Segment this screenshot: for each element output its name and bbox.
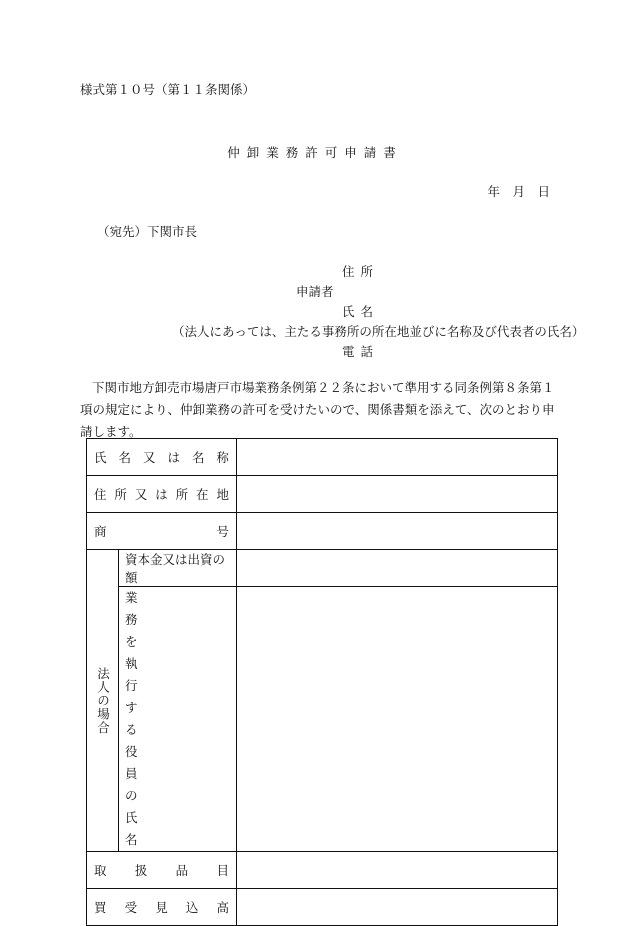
applicant-address-label: 住所	[342, 264, 380, 279]
name-field[interactable]	[237, 439, 558, 476]
corporate-label-cell	[87, 550, 119, 852]
purchase-label: 買 受 見 込 高	[94, 900, 229, 915]
address-label: 住 所 又 は 所 在 地	[94, 487, 229, 502]
items-label: 取 扱 品 目	[94, 863, 229, 878]
capital-label: 資本金又は出資の額	[125, 552, 226, 585]
table-row	[87, 513, 558, 550]
date-line: 年 月 日	[487, 184, 550, 199]
officers-label	[119, 587, 236, 851]
address-field[interactable]	[237, 476, 558, 513]
applicant-phone-label: 電話	[342, 344, 380, 359]
capital-label-cell	[119, 550, 237, 587]
name-label-cell	[87, 439, 237, 476]
capital-field[interactable]	[237, 550, 558, 587]
officers-label-line2: 役 員 の 氏 名	[125, 744, 138, 847]
page-title: 仲卸業務許可申請書	[227, 145, 403, 160]
name-label: 氏 名 又 は 名 称	[94, 450, 229, 465]
table-row	[87, 439, 558, 476]
address-label-cell	[87, 476, 237, 513]
application-statement: 下関市地方卸売市場唐戸市場業務条例第２２条において準用する同条例第８条第１項の規定により、仲卸業務の許可を受けたいので、関係書類を添えて、次のとおり申請します。	[80, 380, 555, 439]
corporate-label: 法人の場合	[95, 666, 111, 735]
corporate-note: （法人にあっては、主たる事務所の所在地並びに名称及び代表者の氏名）	[172, 324, 585, 339]
table-row	[87, 587, 558, 852]
trade-name-label: 商 号	[94, 524, 229, 539]
trade-name-label-cell	[87, 513, 237, 550]
items-label-cell	[87, 852, 237, 889]
table-row	[87, 889, 558, 926]
purchase-field[interactable]	[237, 889, 558, 926]
applicant-name-label: 氏名	[342, 304, 380, 319]
table-row	[87, 852, 558, 889]
items-field[interactable]	[237, 852, 558, 889]
table-row	[87, 476, 558, 513]
purchase-label-cell	[87, 889, 237, 926]
table-row	[87, 550, 558, 587]
trade-name-field[interactable]	[237, 513, 558, 550]
officers-label-line1: 業 務 を 執 行 す る	[125, 590, 138, 737]
officers-field[interactable]	[237, 587, 558, 852]
application-form-table	[86, 438, 558, 926]
applicant-label: 申請者	[296, 284, 334, 299]
form-number: 様式第１０号（第１１条関係）	[80, 82, 256, 97]
addressee: （宛先）下関市長	[97, 224, 198, 239]
officers-label-cell	[119, 587, 237, 852]
